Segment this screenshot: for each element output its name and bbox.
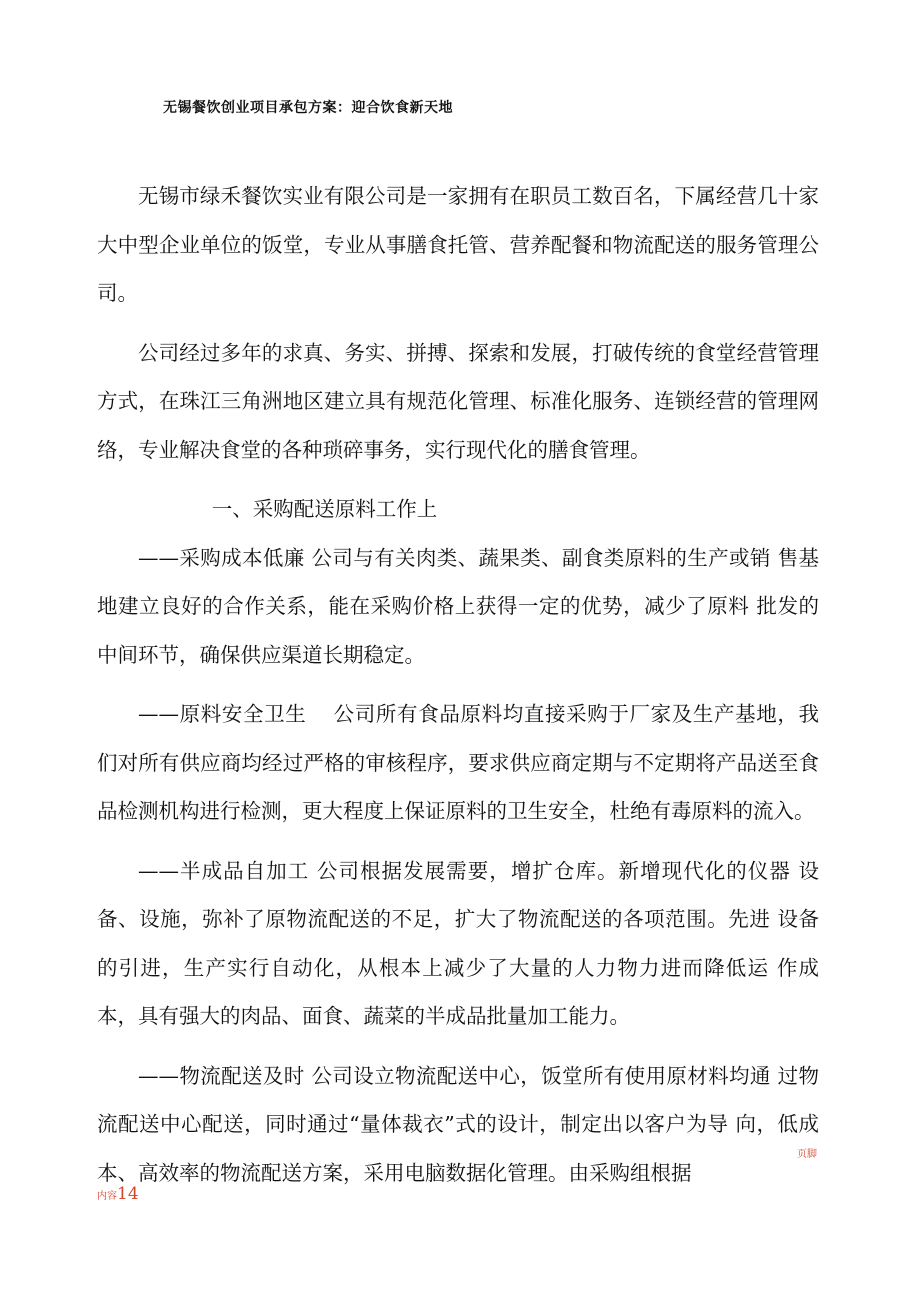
item-lead: ——物流配送及时 <box>138 1063 305 1088</box>
paragraph: 无锡市绿禾餐饮实业有限公司是一家拥有在职员工数百名，下属经营几十家大中型企业单位的饭堂，专业从事膳食托管、营养配餐和物流配送的服务管理公司。 <box>97 184 819 305</box>
item-paragraph <box>97 534 819 680</box>
document-header-title: 无锡餐饮创业项目承包方案：迎合饮食新天地 <box>163 100 453 116</box>
page-number: 14 <box>117 1184 139 1204</box>
footer-page-number <box>97 1184 139 1204</box>
section-heading: 一、采购配送原料工作上 <box>211 497 438 521</box>
footer-content-label: 内容 <box>97 1191 117 1202</box>
item-lead: ——半成品自加工 <box>138 858 310 883</box>
document-body <box>97 172 819 1208</box>
item-text: 公司与有关肉类、蔬果类、副食类原料的生产或销 售基地建立良好的合作关系，能在采购价格上获得一定的优势，减少了原料 批发的中间环节，确保供应渠道长期稳定。 <box>97 545 819 667</box>
item-text: 公司设立物流配送中心，饭堂所有使用原材料均通 过物流配送中心配送，同时通过“量体裁衣”式的设计，制定出以客户为导 向，低成本、高效率的物流配送方案，采用电脑数据化管理。由采购组根据 <box>97 1063 819 1185</box>
item-paragraph <box>97 847 819 1041</box>
item-text: 公司根据发展需要，增扩仓库。新增现代化的仪器 设备、设施，弥补了原物流配送的不足，扩大了物流配送的各项范围。先进 设备的引进，生产实行自动化，从根本上减少了大量的人力物力进而降低运 作成本，具有强大的肉品、面食、蔬菜的半成品批量加工能力。 <box>97 858 819 1028</box>
item-text: 公司所有食品原料均直接采购于厂家及生产基地，我们对所有供应商均经过严格的审核程序，要求供应商定期与不定期将产品送至食品检测机构进行检测，更大程度上保证原料的卫生安全，杜绝有毒原料的流入。 <box>97 702 820 823</box>
item-lead: ——原料安全卫生 <box>138 702 307 726</box>
paragraph: 公司经过多年的求真、务实、拼搏、探索和发展，打破传统的食堂经营管理方式，在珠江三角洲地区建立具有规范化管理、标准化服务、连锁经营的管理网络，专业解决食堂的各种琐碎事务，实行现代化的膳食管理。 <box>97 340 819 462</box>
item-paragraph <box>97 690 819 836</box>
item-lead: ——采购成本低廉 <box>138 545 305 570</box>
footer-label: 页脚 <box>797 1149 817 1160</box>
item-paragraph <box>97 1052 819 1198</box>
